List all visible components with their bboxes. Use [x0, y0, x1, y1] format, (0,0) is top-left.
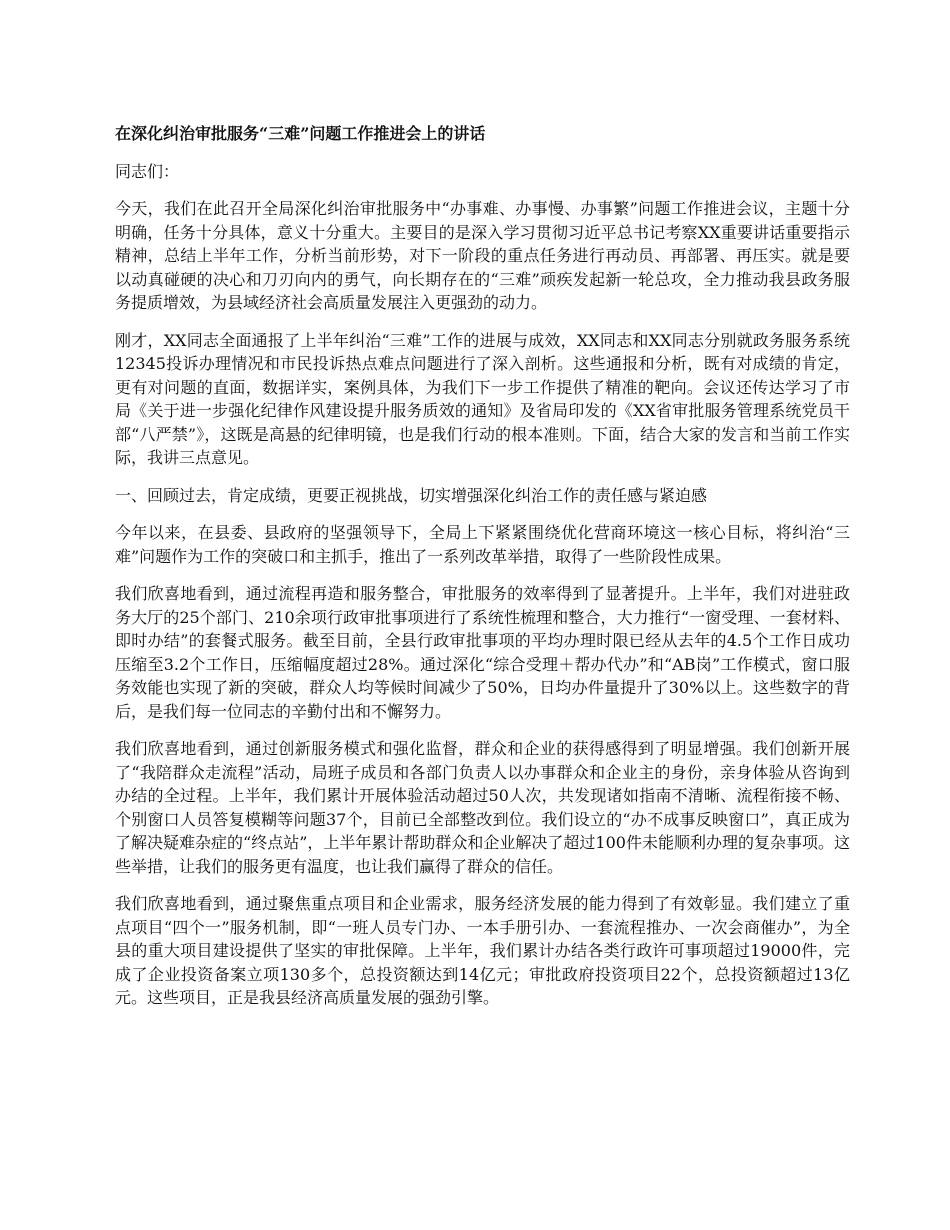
document-body	[115, 122, 850, 1024]
paragraph-intro: 今天，我们在此召开全局深化纠治审批服务中“办事难、办事慢、办事繁”问题工作推进会议，主题十分明确，任务十分具体，意义十分重大。主要目的是深入学习贯彻习近平总书记考察XX重要讲话重要指示精神，总结上半年工作，分析当前形势，对下一阶段的重点任务进行再动员、再部署、再压实。就是要以动真碰硬的决心和刀刃向内的勇气，向长期存在的“三难”顽疾发起新一轮总攻，全力推动我县政务服务提质增效，为县域经济社会高质量发展注入更强劲的动力。	[115, 199, 850, 312]
paragraph-projects: 我们欣喜地看到，通过聚焦重点项目和企业需求，服务经济发展的能力得到了有效彰显。我们建立了重点项目“四个一”服务机制，即“一班人员专门办、一本手册引办、一套流程推办、一次会商催办”，为全县的重大项目建设提供了坚实的审批保障。上半年，我们累计办结各类行政许可事项超过19000件，完成了企业投资备案立项130多个，总投资额达到14亿元；审批政府投资项目22个，总投资额超过13亿元。这些项目，正是我县经济高质量发展的强劲引擎。	[115, 894, 850, 1007]
salutation: 同志们：	[115, 161, 180, 181]
section-heading-one: 一、回顾过去，肯定成绩，更要正视挑战，切实增强深化纠治工作的责任感与紧迫感	[115, 485, 708, 505]
paragraph-efficiency: 我们欣喜地看到，通过流程再造和服务整合，审批服务的效率得到了显著提升。上半年，我们对进驻政务大厅的25个部门、210余项行政审批事项进行了系统性梳理和整合，大力推行“一窗受理、一套材料、即时办结”的套餐式服务。截至目前，全县行政审批事项的平均办理时限已经从去年的4.5个工作日成功压缩至3.2个工作日，压缩幅度超过28%。通过深化“综合受理＋帮办代办”和“AB岗”工作模式，窗口服务效能也实现了新的突破，群众人均等候时间减少了50%，日均办件量提升了30%以上。这些数字的背后，是我们每一位同志的辛勤付出和不懈努力。	[115, 584, 850, 721]
document-title: 在深化纠治审批服务“三难”问题工作推进会上的讲话	[115, 124, 486, 143]
paragraph-briefing: 刚才，XX同志全面通报了上半年纠治“三难”工作的进展与成效，XX同志和XX同志分别就政务服务系统12345投诉办理情况和市民投诉热点难点问题进行了深入剖析。这些通报和分析，既有对成绩的肯定，更有对问题的直面，数据详实，案例具体，为我们下一步工作提供了精准的靶向。会议还传达学习了市局《关于进一步强化纪律作风建设提升服务质效的通知》及省局印发的《XX省审批服务管理系统党员干部“八严禁”》，这既是高悬的纪律明镜，也是我们行动的根本准则。下面，结合大家的发言和当前工作实际，我讲三点意见。	[115, 330, 850, 467]
paragraph-overview: 今年以来，在县委、县政府的坚强领导下，全局上下紧紧围绕优化营商环境这一核心目标，将纠治“三难”问题作为工作的突破口和主抓手，推出了一系列改革举措，取得了一些阶段性成果。	[115, 523, 850, 566]
paragraph-satisfaction: 我们欣喜地看到，通过创新服务模式和强化监督，群众和企业的获得感得到了明显增强。我们创新开展了“我陪群众走流程”活动，局班子成员和各部门负责人以办事群众和企业主的身份，亲身体验从咨询到办结的全过程。上半年，我们累计开展体验活动超过50人次，共发现诸如指南不清晰、流程衔接不畅、个别窗口人员答复模糊等问题37个，目前已全部整改到位。我们设立的“办不成事反映窗口”，真正成为了解决疑难杂症的“终点站”，上半年累计帮助群众和企业解决了超过100件未能顺利办理的复杂事项。这些举措，让我们的服务更有温度，也让我们赢得了群众的信任。	[115, 739, 850, 876]
